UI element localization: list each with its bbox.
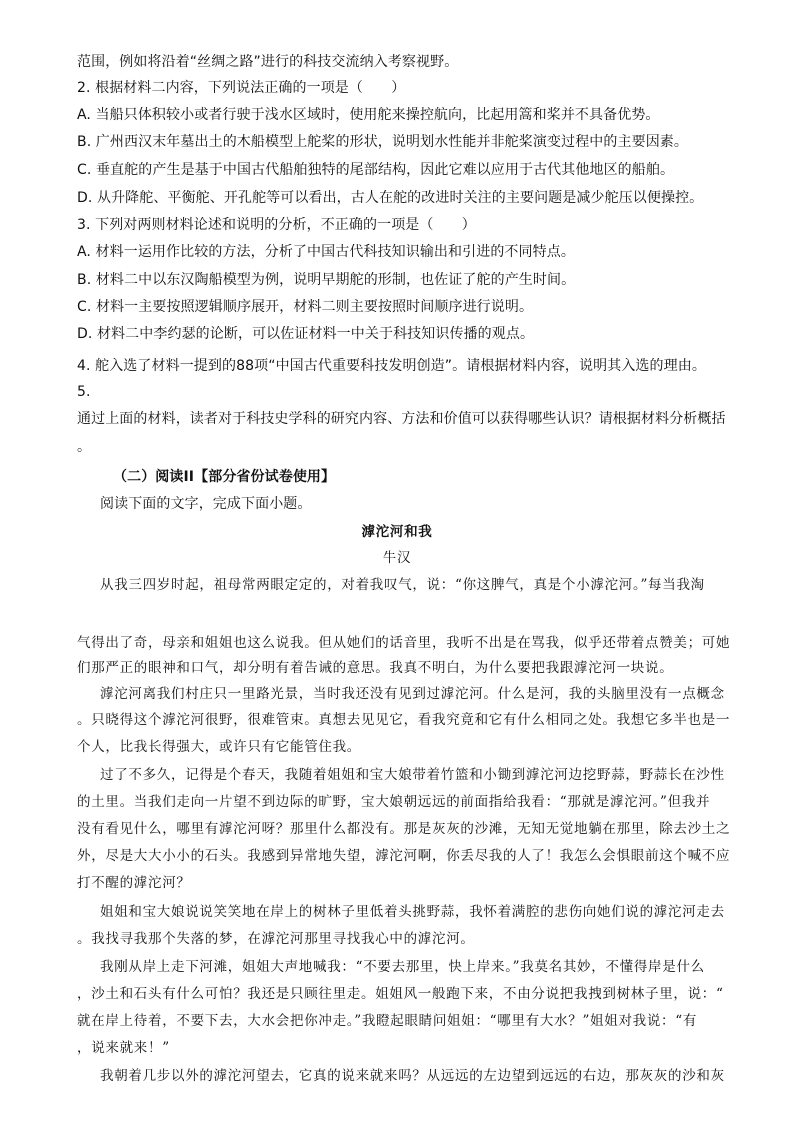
- question-3-option-b: B. 材料二中以东汉陶船模型为例，说明早期舵的形制，也佐证了舵的产生时间。: [77, 272, 576, 288]
- question-3-option-d: D. 材料二中李约瑟的论断，可以佐证材料一中关于科技知识传播的观点。: [77, 326, 535, 342]
- paragraph-3-line-5: 打不醒的滹沱河？: [77, 875, 191, 891]
- paragraph-4-line-1: 姐姐和宝大娘说说笑笑地在岸上的树林子里低着头挑野蒜，我怀着满腔的悲伤向她们说的滹沱河走去: [100, 904, 725, 920]
- paragraph-1-line-1: 从我三四岁时起，祖母常两眼定定的，对着我叹气，说：“你这脾气，真是个小滹沱河。”每当我淘: [100, 577, 705, 593]
- question-3-stem: 3. 下列对两则材料论述和说明的分析，不正确的一项是（ ）: [77, 217, 476, 233]
- paragraph-1-line-2: 气得出了奇，母亲和姐姐也这么说我。但从她们的话音里，我听不出是在骂我，似乎还带着点赞美；可她: [77, 635, 731, 651]
- paragraph-5-line-3: 就在岸上待着，不要下去，大水会把你冲走。”我瞪起眼睛问姐姐：“哪里有大水？”姐姐对我说：“有: [77, 1013, 698, 1029]
- question-5-text-end: 。: [77, 439, 92, 455]
- paragraph-2-line-1: 滹沱河离我们村庄只一里路光景，当时我还没有见到过滹沱河。什么是河，我的头脑里没有一点概念: [100, 686, 725, 702]
- paragraph-1-line-3: 们那严正的眼神和口气，却分明有着告诫的意思。我真不明白，为什么要把我跟滹沱河一块说。: [77, 660, 674, 676]
- question-2-option-d: D. 从升降舵、平衡舵、开孔舵等可以看出，古人在舵的改进时关注的主要问题是减少舵压以便操控。: [77, 190, 704, 206]
- paragraph-3-line-2: 的土里。当我们走向一片望不到边际的旷野，宝大娘朝远远的前面指给我看：“那就是滹沱河。”但我并: [77, 794, 711, 810]
- question-2-stem: 2. 根据材料二内容，下列说法正确的一项是（ ）: [77, 80, 406, 96]
- paragraph-5-line-2: ，沙土和石头有什么可怕？我还是只顾往里走。姐姐风一般跑下来，不由分说把我拽到树林子里，说：“: [77, 986, 724, 1002]
- question-2-option-b: B. 广州西汉末年墓出土的木船模型上舵桨的形状，说明划水性能并非舵桨演变过程中的主要因素。: [77, 134, 689, 150]
- paragraph-3-line-1: 过了不多久，记得是个春天，我随着姐姐和宝大娘带着竹篮和小锄到滹沱河边挖野蒜，野蒜长在沙性: [100, 767, 725, 783]
- paragraph-2-line-2: 。只晓得这个滹沱河很野，很难管束。真想去见见它，看我究竟和它有什么相同之处。我想它多半也是一: [77, 712, 731, 728]
- question-2-option-a: A. 当船只体积较小或者行驶于浅水区域时，使用舵来操控航向，比起用篙和桨并不具备优势。: [77, 107, 660, 123]
- question-3-option-c: C. 材料一主要按照逻辑顺序展开，材料二则主要按照时间顺序进行说明。: [77, 299, 534, 315]
- question-5-number: 5.: [77, 384, 91, 400]
- section-heading: （二）阅读II【部分省份试卷使用】: [113, 469, 336, 485]
- question-4: 4. 舵入选了材料一提到的88项“中国古代重要科技发明创造”。请根据材料内容，说明其入选的理由。: [77, 358, 706, 374]
- paragraph-3-line-4: 外，尽是大大小小的石头。我感到异常地失望，滹沱河啊，你丢尽我的人了！我怎么会惧眼前这个喊不应: [77, 848, 731, 864]
- paragraph-5-line-1: 我刚从岸上走下河滩，姐姐大声地喊我：“不要去那里，快上岸来。”我莫名其妙，不懂得岸是什么: [100, 959, 705, 975]
- article-author: 牛汉: [382, 550, 412, 566]
- question-3-option-a: A. 材料一运用作比较的方法，分析了中国古代科技知识输出和引进的不同特点。: [77, 244, 575, 260]
- question-2-option-c: C. 垂直舵的产生是基于中国古代船舶独特的尾部结构，因此它难以应用于古代其他地区的船舶。: [77, 162, 675, 178]
- question-5-text: 通过上面的材料，读者对于科技史学科的研究内容、方法和价值可以获得哪些认识？请根据材料分析概括: [77, 411, 726, 427]
- article-title: 滹沱河和我: [361, 524, 433, 540]
- paragraph-3-line-3: 没有看见什么，哪里有滹沱河呀？那里什么都没有。那是灰灰的沙滩，无知无觉地躺在那里，除去沙土之: [77, 821, 731, 837]
- paragraph-4-line-2: 。我找寻我那个失落的梦，在滹沱河那里寻找我心中的滹沱河。: [77, 931, 475, 947]
- paragraph-2-line-3: 个人，比我长得强大，或许只有它能管住我。: [77, 739, 361, 755]
- paragraph-6-line-1: 我朝着几步以外的滹沱河望去，它真的说来就来吗？从远远的左边望到远远的右边，那灰灰的沙和灰: [100, 1068, 725, 1084]
- paragraph-5-line-4: ，说来就来！”: [77, 1040, 170, 1056]
- text-line-continuation: 范围，例如将沿着“丝绸之路”进行的科技交流纳入考察视野。: [77, 54, 459, 70]
- reading-instruction: 阅读下面的文字，完成下面小题。: [100, 496, 312, 512]
